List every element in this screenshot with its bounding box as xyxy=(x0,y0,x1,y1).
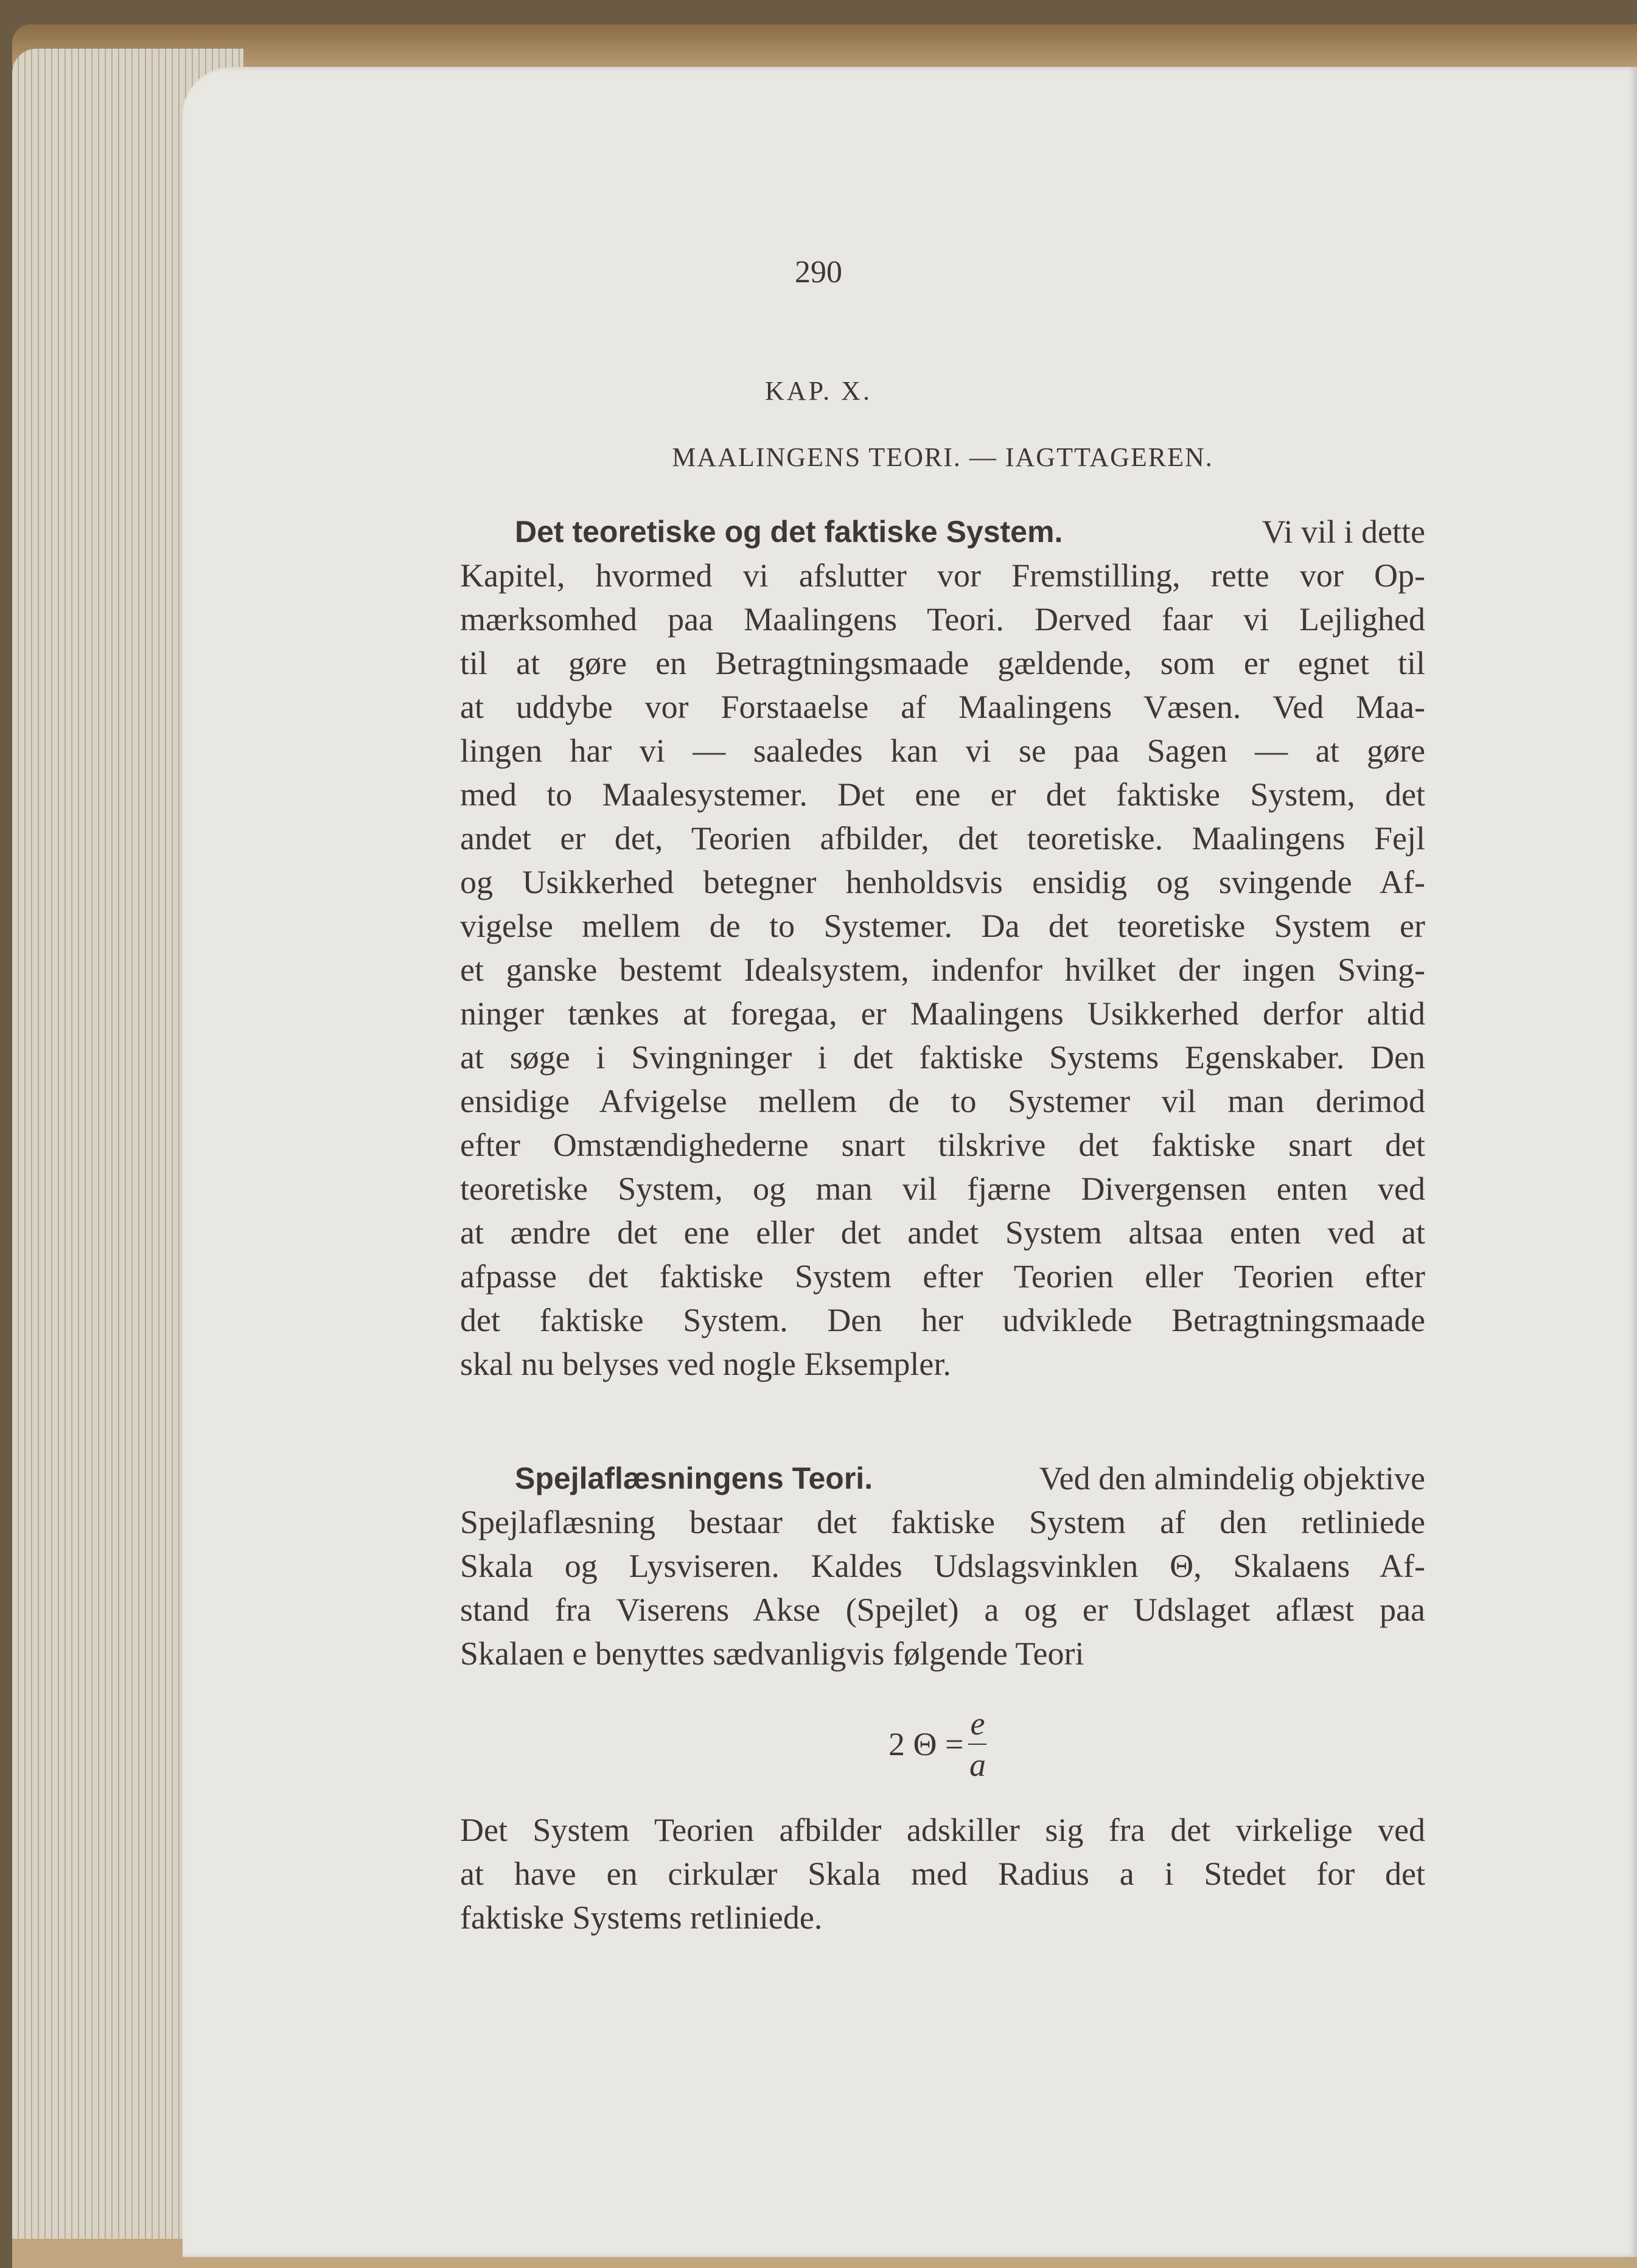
text-line: Det System Teorien afbilder adskiller sig fra det virkelige ved xyxy=(460,1812,1425,1848)
page-number: 290 xyxy=(795,255,842,290)
text-line: at uddybe vor Forstaaelse af Maalingens Væsen. Ved Maa- xyxy=(460,689,1425,725)
text-line: at søge i Svingninger i det faktiske Systems Egenskaber. Den xyxy=(460,1039,1425,1076)
text-line: et ganske bestemt Idealsystem, indenfor hvilket der ingen Sving- xyxy=(460,951,1425,988)
section-heading: Spejlaflæsningens Teori. xyxy=(515,1461,873,1495)
text-line: det faktiske System. Den her udviklede Betragtningsmaade xyxy=(460,1302,1425,1338)
formula-numerator: e xyxy=(970,1705,985,1742)
text-line: vigelse mellem de to Systemer. Da det teoretiske System er xyxy=(460,908,1425,944)
chapter-title: MAALINGENS TEORI. — IAGTTAGEREN. xyxy=(672,442,1213,472)
section-2-paragraph xyxy=(460,1456,1425,1675)
text-line: til at gøre en Betragtningsmaade gældende, som er egnet til xyxy=(460,645,1425,681)
text-line: Spejlaflæsning bestaar det faktiske System af den retliniede xyxy=(460,1504,1425,1540)
section-2-closing-paragraph xyxy=(460,1808,1425,1939)
text-line: ensidige Afvigelse mellem de to Systemer vil man derimod xyxy=(460,1083,1425,1119)
text-line: med to Maalesystemer. Det ene er det faktiske System, det xyxy=(460,776,1425,813)
section-1-paragraph xyxy=(460,510,1425,1386)
chapter-label: KAP. X. xyxy=(765,376,872,406)
line-text: Ved den almindelig objektive xyxy=(1039,1460,1425,1497)
text-line: stand fra Viserens Akse (Spejlet) a og er Udslaget aflæst paa xyxy=(460,1591,1425,1628)
text-line: at ændre det ene eller det andet System altsaa enten ved at xyxy=(460,1214,1425,1251)
formula-lhs: 2 Θ = xyxy=(888,1726,964,1762)
text-line: mærksomhed paa Maalingens Teori. Derved faar vi Lejlighed xyxy=(460,601,1425,638)
text-line: Kapitel, hvormed vi afslutter vor Fremstilling, rette vor Op- xyxy=(460,557,1425,594)
text-line xyxy=(460,510,1425,554)
formula xyxy=(888,1703,986,1785)
text-line: efter Omstændighederne snart tilskrive det faktiske snart det xyxy=(460,1127,1425,1163)
text-line: faktiske Systems retliniede. xyxy=(460,1899,823,1936)
text-line: andet er det, Teorien afbilder, det teoretiske. Maalingens Fejl xyxy=(460,820,1425,857)
text-line xyxy=(460,1456,1425,1500)
text-line: og Usikkerhed betegner henholdsvis ensidig og svingende Af- xyxy=(460,864,1425,900)
formula-fraction xyxy=(968,1703,986,1785)
text-line: at have en cirkulær Skala med Radius a i Stedet for det xyxy=(460,1856,1425,1892)
text-line: ninger tænkes at foregaa, er Maalingens Usikkerhed derfor altid xyxy=(460,995,1425,1032)
formula-denominator: a xyxy=(969,1747,986,1783)
book-top-edge xyxy=(12,24,1637,67)
line-text: Vi vil i dette xyxy=(1262,513,1425,550)
text-line: Skalaen e benyttes sædvanligvis følgende Teori xyxy=(460,1635,1084,1672)
text-line: afpasse det faktiske System efter Teorien eller Teorien efter xyxy=(460,1258,1425,1295)
text-line: Skala og Lysviseren. Kaldes Udslagsvinklen Θ, Skalaens Af- xyxy=(460,1548,1425,1584)
section-heading: Det teoretiske og det faktiske System. xyxy=(515,515,1063,549)
text-line: lingen har vi — saaledes kan vi se paa Sagen — at gøre xyxy=(460,732,1425,769)
text-line: teoretiske System, og man vil fjærne Divergensen enten ved xyxy=(460,1171,1425,1207)
text-line: skal nu belyses ved nogle Eksempler. xyxy=(460,1346,951,1382)
